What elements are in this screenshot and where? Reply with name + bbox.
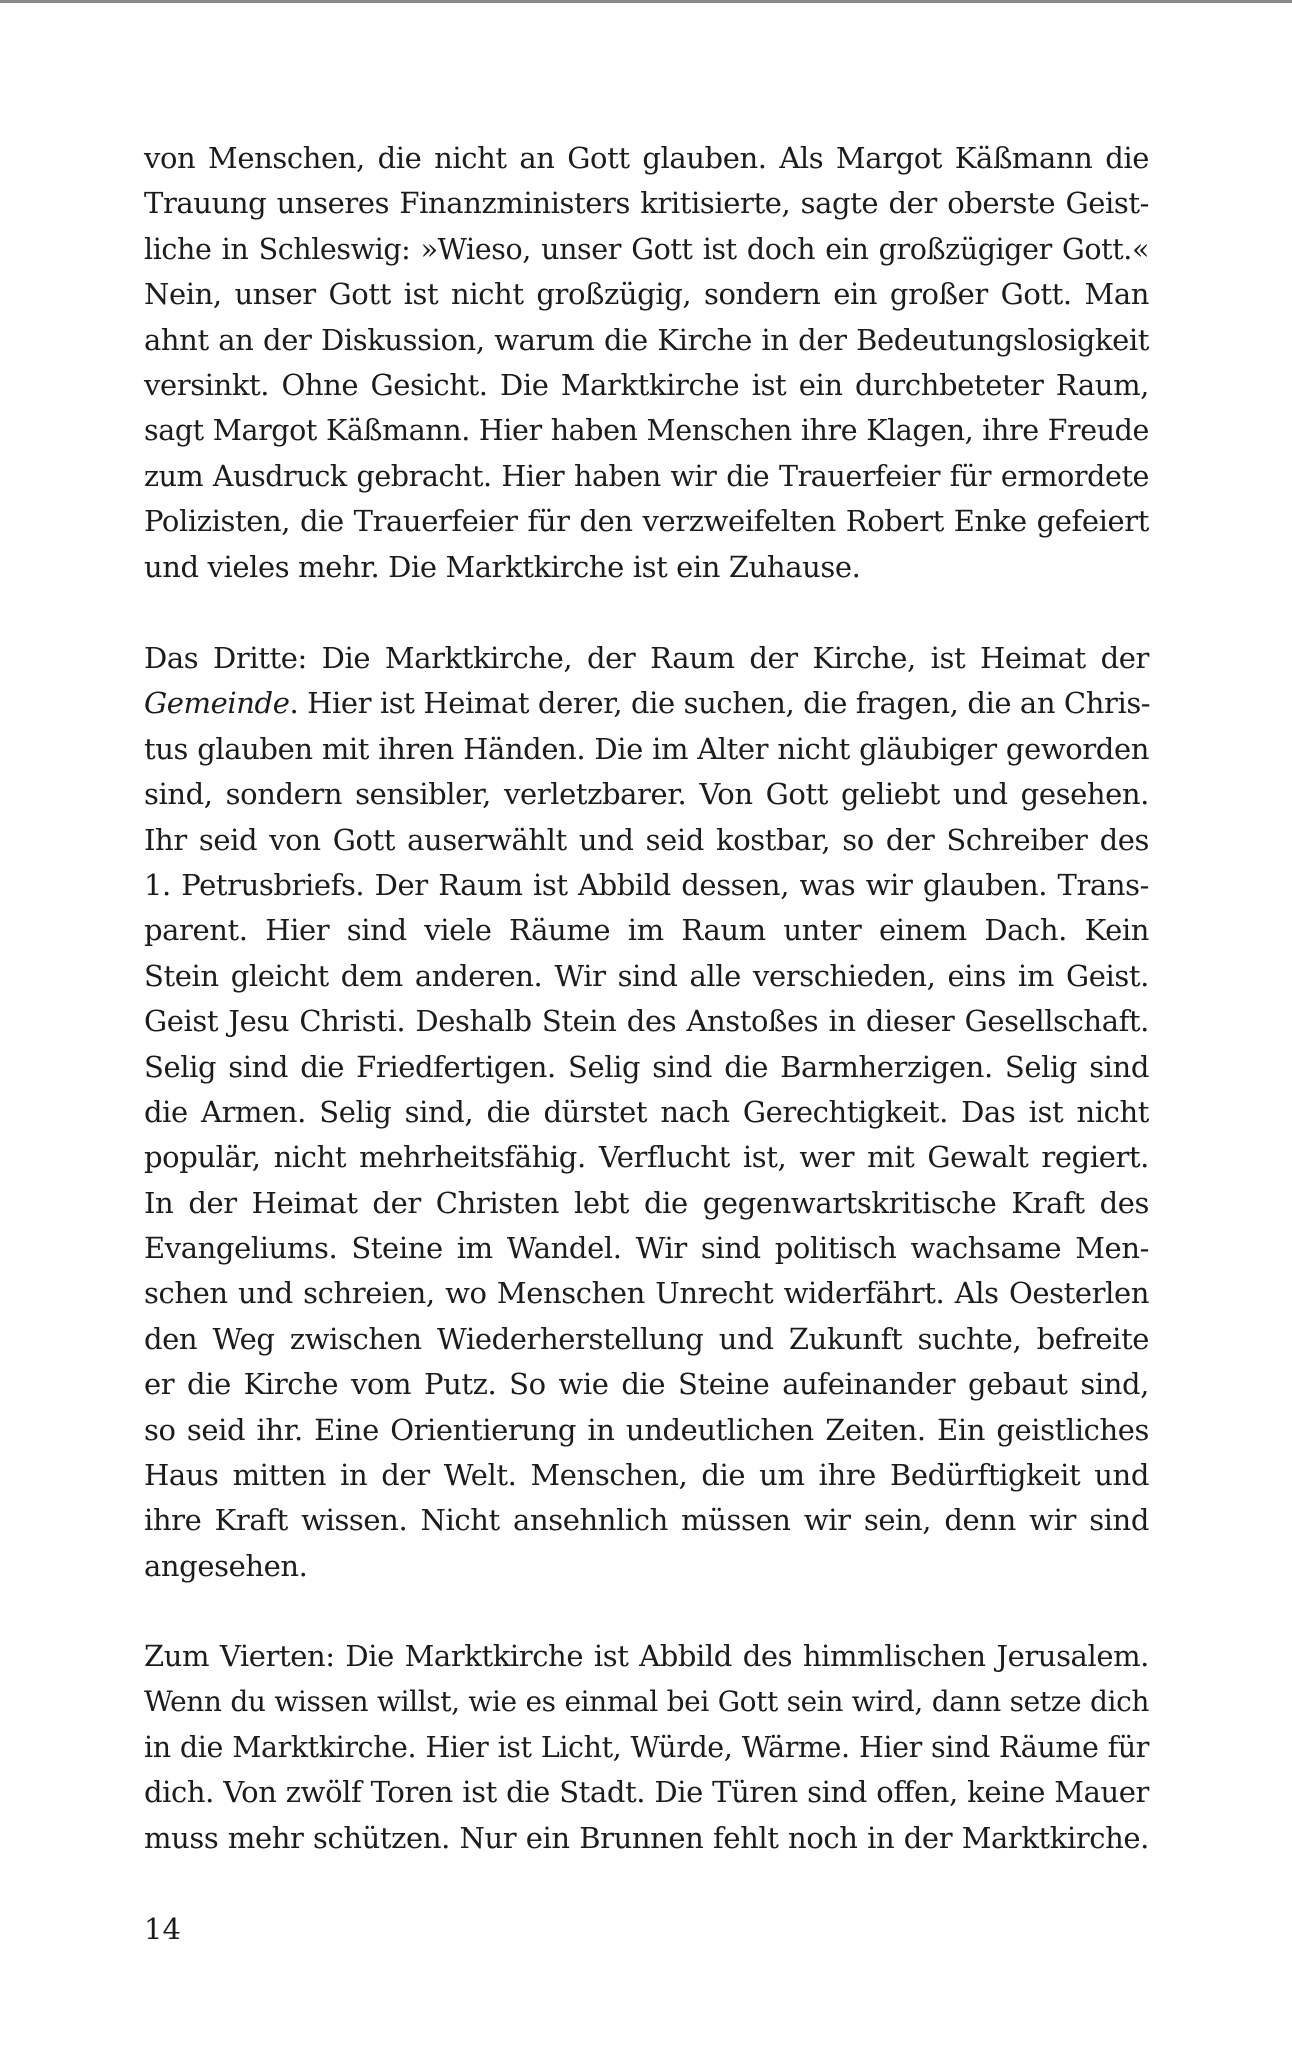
paragraph-1 xyxy=(144,136,1149,590)
text-line: angesehen. xyxy=(144,1548,308,1583)
text-line: Polizisten, die Trauerfeier für den verzweifelten Robert Enke gefeiert xyxy=(144,504,1149,539)
text-line: die Armen. Selig sind, die dürstet nach Gerechtigkeit. Das ist nicht xyxy=(144,1094,1149,1129)
text-line: den Weg zwischen Wiederherstellung und Zukunft suchte, befreite xyxy=(144,1321,1149,1356)
text-line: tus glauben mit ihren Händen. Die im Alter nicht gläubiger geworden xyxy=(144,731,1149,766)
text-line: er die Kirche vom Putz. So wie die Steine aufeinander gebaut sind, xyxy=(144,1367,1149,1402)
text-line: sagt Margot Käßmann. Hier haben Menschen ihre Klagen, ihre Freude xyxy=(144,414,1149,448)
text-line: 1. Petrusbriefs. Der Raum ist Abbild dessen, was wir glauben. Trans- xyxy=(144,867,1149,902)
text-line: populär, nicht mehrheitsfähig. Verflucht ist, wer mit Gewalt regiert. xyxy=(144,1140,1149,1175)
text-line: in die Marktkirche. Hier ist Licht, Würde, Wärme. Hier sind Räume für xyxy=(144,1730,1149,1764)
paragraph-3 xyxy=(144,1634,1149,1861)
text-line: muss mehr schützen. Nur ein Brunnen fehlt noch in der Marktkirche. xyxy=(144,1820,1149,1855)
page-number: 14 xyxy=(144,1912,181,1946)
text-line: Selig sind die Friedfertigen. Selig sind die Barmherzigen. Selig sind xyxy=(144,1049,1149,1084)
text-line: Wenn du wissen willst, wie es einmal bei Gott sein wird, dann setze dich xyxy=(144,1685,1149,1719)
text-line: Evangeliums. Steine im Wandel. Wir sind politisch wachsame Men- xyxy=(144,1231,1149,1266)
text-line: sind, sondern sensibler, verletzbarer. Von Gott geliebt und gesehen. xyxy=(144,777,1149,812)
text-line: Trauung unseres Finanzministers kritisierte, sagte der oberste Geist- xyxy=(144,186,1149,221)
text-line: In der Heimat der Christen lebt die gegenwartskritische Kraft des xyxy=(144,1185,1149,1220)
text-line: von Menschen, die nicht an Gott glauben. Als Margot Käßmann die xyxy=(144,141,1149,175)
text-line: und vieles mehr. Die Marktkirche ist ein Zuhause. xyxy=(144,549,861,584)
text-line: so seid ihr. Eine Orientierung in undeutlichen Zeiten. Ein geistliches xyxy=(144,1412,1149,1447)
text-line: schen und schreien, wo Menschen Unrecht widerfährt. Als Oesterlen xyxy=(144,1276,1149,1311)
text-line: Geist Jesu Christi. Deshalb Stein des Anstoßes in dieser Gesellschaft. xyxy=(144,1004,1149,1039)
text-line: Haus mitten in der Welt. Menschen, die um ihre Bedürftigkeit und xyxy=(144,1458,1149,1493)
text-line: zum Ausdruck gebracht. Hier haben wir die Trauerfeier für ermordete xyxy=(144,459,1149,493)
text-line: liche in Schleswig: »Wieso, unser Gott ist doch ein großzügiger Gott.« xyxy=(144,232,1149,266)
paragraph-2 xyxy=(144,636,1149,1589)
text-line: Stein gleicht dem anderen. Wir sind alle verschieden, eins im Geist. xyxy=(144,958,1149,993)
text-line: ahnt an der Diskussion, warum die Kirche in der Bedeutungslosigkeit xyxy=(144,322,1149,357)
text-line: versinkt. Ohne Gesicht. Die Marktkirche ist ein durchbeteter Raum, xyxy=(144,367,1149,402)
text-line: dich. Von zwölf Toren ist die Stadt. Die Türen sind offen, keine Mauer xyxy=(144,1775,1149,1810)
text-line-with-italic: Gemeinde. Hier ist Heimat derer, die suchen, die fragen, die an Chris- xyxy=(144,686,1151,721)
text-line: ihre Kraft wissen. Nicht ansehnlich müssen wir sein, denn wir sind xyxy=(144,1503,1149,1538)
text-line: Nein, unser Gott ist nicht großzügig, sondern ein großer Gott. Man xyxy=(144,277,1149,312)
text-line: Zum Vierten: Die Marktkirche ist Abbild des himmlischen Jerusalem. xyxy=(144,1639,1149,1673)
text-line: parent. Hier sind viele Räume im Raum unter einem Dach. Kein xyxy=(144,913,1149,948)
text-line: Ihr seid von Gott auserwählt und seid kostbar, so der Schreiber des xyxy=(144,822,1149,857)
text-line: Das Dritte: Die Marktkirche, der Raum der Kirche, ist Heimat der xyxy=(144,641,1149,675)
top-border-line xyxy=(0,0,1292,3)
